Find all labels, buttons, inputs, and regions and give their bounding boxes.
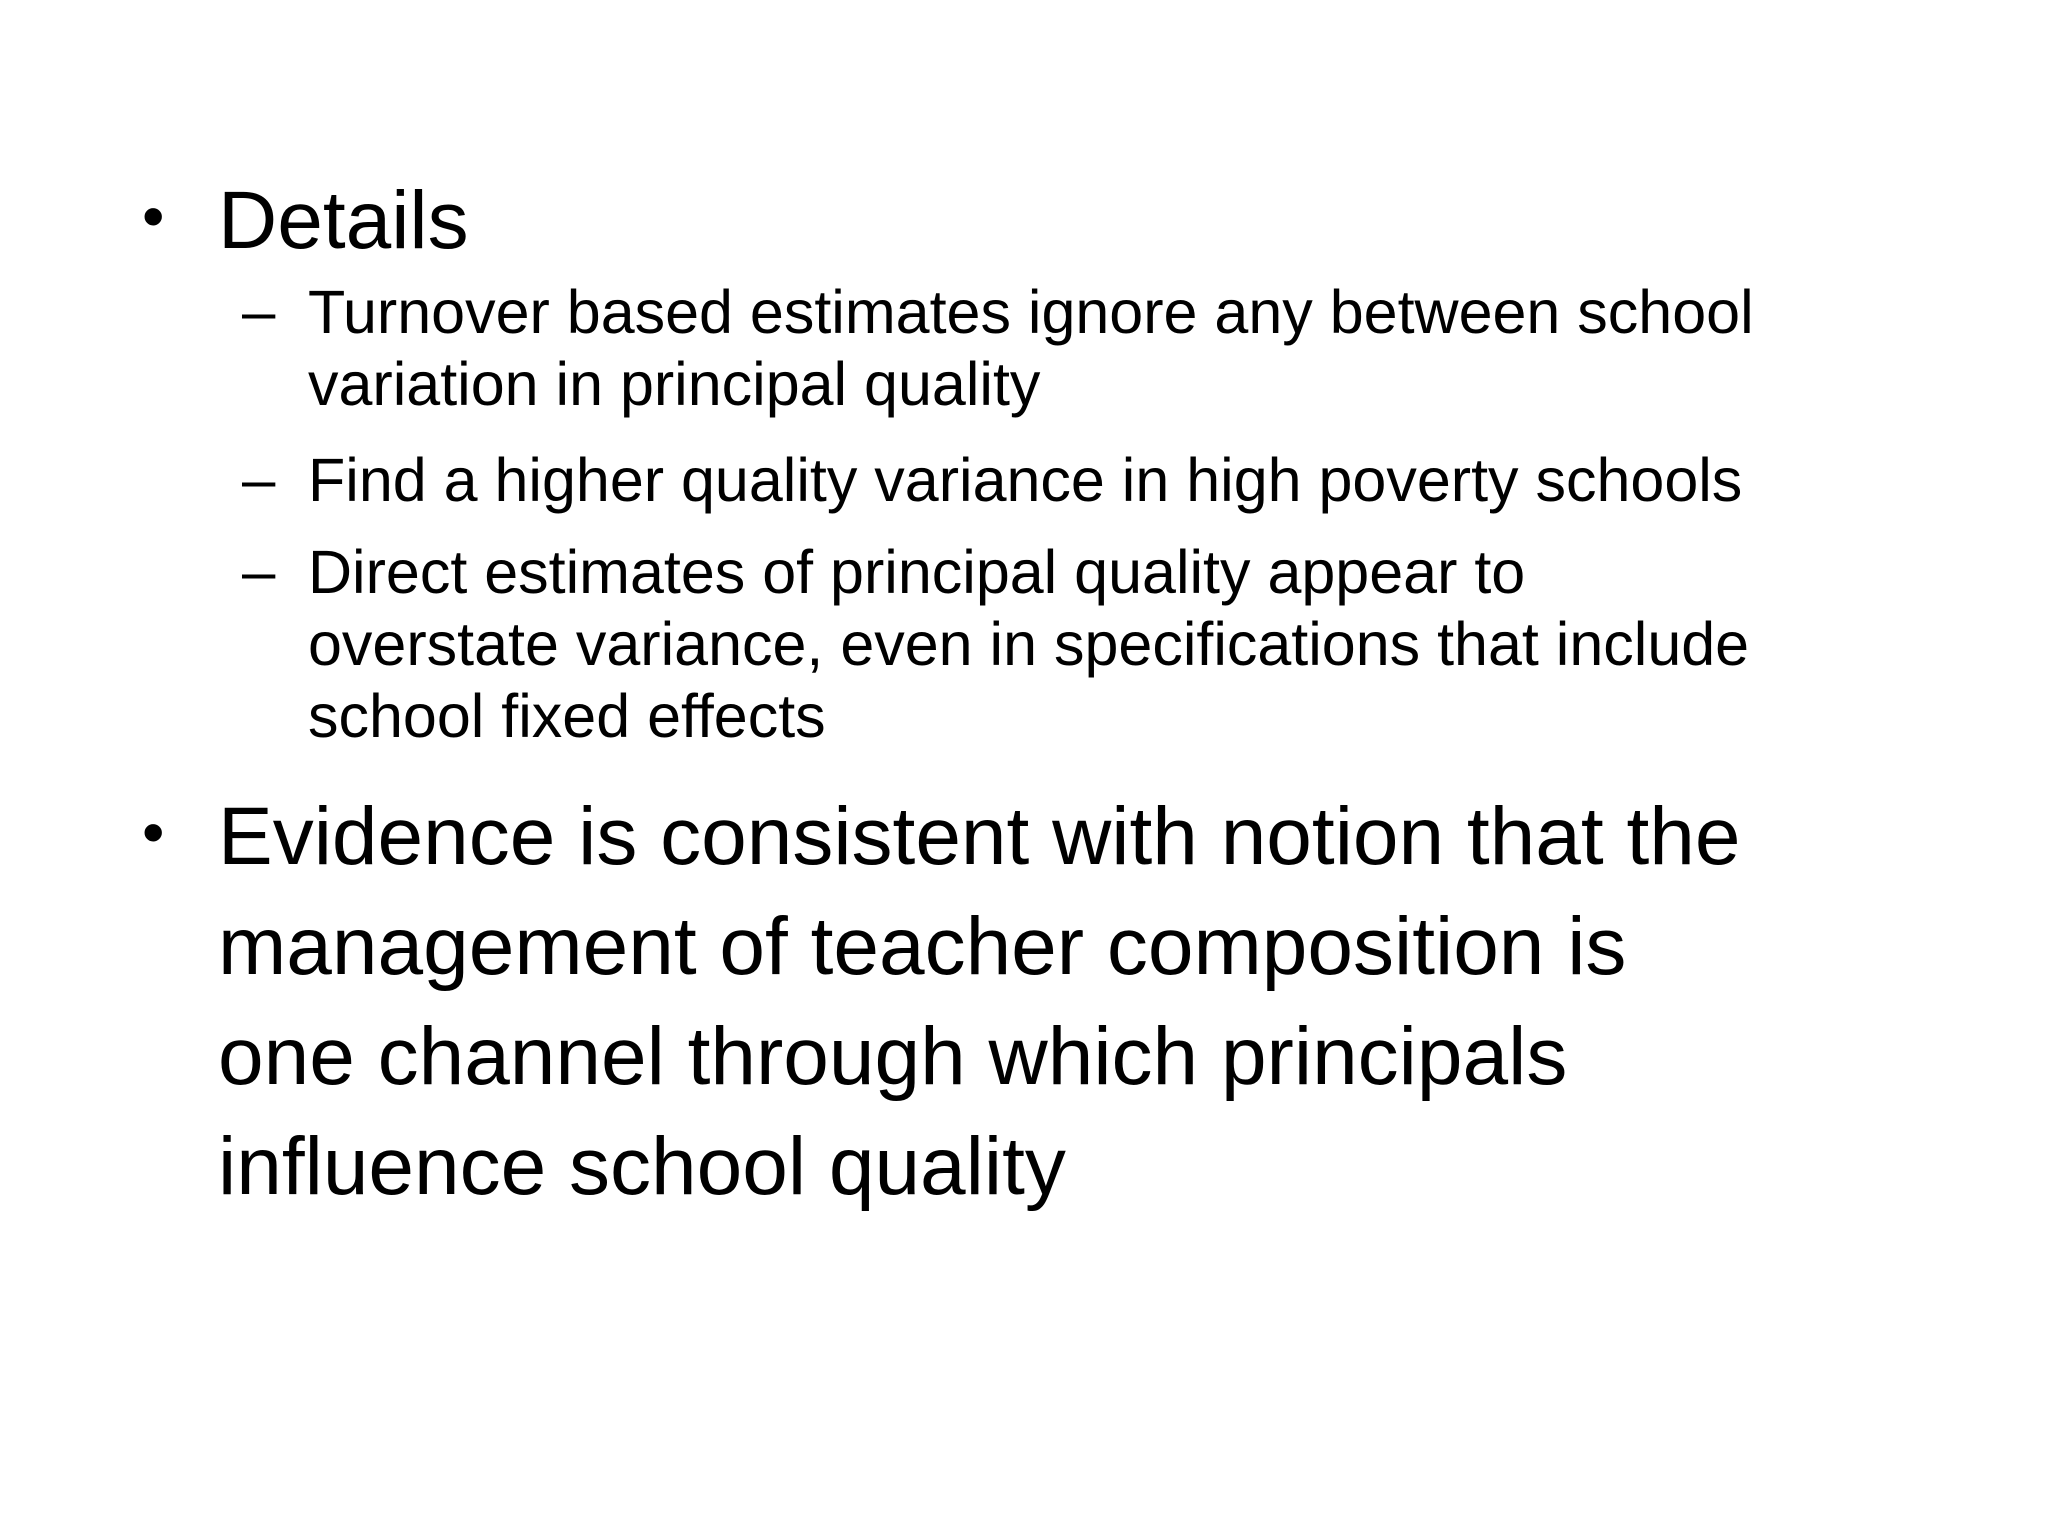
bullet-marker: • [142, 180, 165, 252]
sub-bullet-variance-text: Find a higher quality variance in high poverty schools [308, 446, 1743, 514]
dash-marker: – [242, 538, 276, 605]
dash-marker: – [242, 278, 276, 345]
sub-bullet-direct-estimates-text: Direct estimates of principal quality appear to overstate variance, even in specifications that include school fixed effects [308, 538, 1750, 750]
sub-bullet-turnover-text: Turnover based estimates ignore any between school variation in principal quality [308, 278, 1754, 418]
bullet-evidence-text: Evidence is consistent with notion that the management of teacher composition is one channel through which principals influence school quality [218, 791, 1741, 1212]
bullet-details-text: Details [218, 175, 469, 266]
bullet-marker: • [142, 796, 165, 868]
dash-marker: – [242, 446, 276, 513]
